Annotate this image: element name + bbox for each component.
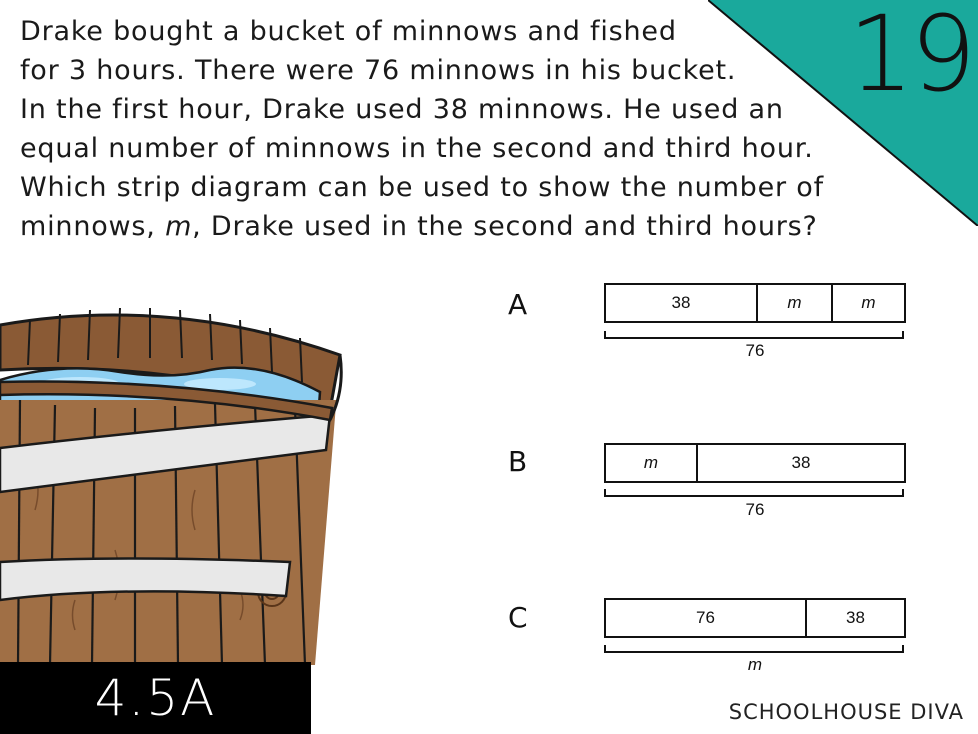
strip-segment-variable: m bbox=[606, 445, 698, 481]
option-c-total: m bbox=[747, 655, 763, 674]
question-line: In the first hour, Drake used 38 minnows. He used an bbox=[20, 94, 784, 125]
option-a-letter[interactable]: A bbox=[508, 288, 528, 321]
question-text-part: minnows, bbox=[20, 211, 166, 242]
option-c-bracket bbox=[604, 645, 904, 653]
strip-segment: 38 bbox=[791, 453, 811, 472]
option-a-bracket bbox=[604, 331, 904, 339]
option-a-total: 76 bbox=[745, 341, 765, 360]
problem-number: 19 bbox=[848, 0, 973, 115]
option-c-letter[interactable]: C bbox=[508, 601, 528, 634]
strip-segment-variable: m bbox=[758, 285, 833, 321]
option-b-total: 76 bbox=[745, 500, 765, 519]
question-text bbox=[20, 12, 880, 246]
question-line: Which strip diagram can be used to show the number of bbox=[20, 172, 824, 203]
strip-segment: 38 bbox=[846, 608, 865, 627]
question-line-last bbox=[20, 207, 880, 246]
brand-watermark: SCHOOLHOUSE DIVA bbox=[728, 700, 964, 724]
option-b-strip-diagram[interactable] bbox=[604, 443, 906, 483]
question-line: Drake bought a bucket of minnows and fished bbox=[20, 16, 677, 47]
question-line: for 3 hours. There were 76 minnows in his bucket. bbox=[20, 55, 737, 86]
option-c-strip-diagram[interactable] bbox=[604, 598, 906, 638]
bucket-of-water-illustration bbox=[0, 300, 345, 665]
standard-label: 4.5A bbox=[0, 662, 311, 734]
question-text-part: , Drake used in the second and third hours? bbox=[192, 211, 818, 242]
strip-segment-variable: m bbox=[861, 293, 876, 312]
variable-m: m bbox=[165, 211, 193, 242]
question-line: equal number of minnows in the second and third hour. bbox=[20, 133, 814, 164]
option-b-bracket bbox=[604, 489, 904, 497]
strip-segment: 76 bbox=[606, 600, 807, 636]
option-b-letter[interactable]: B bbox=[508, 445, 528, 478]
option-a-strip-diagram[interactable] bbox=[604, 283, 906, 323]
strip-segment: 38 bbox=[606, 285, 758, 321]
